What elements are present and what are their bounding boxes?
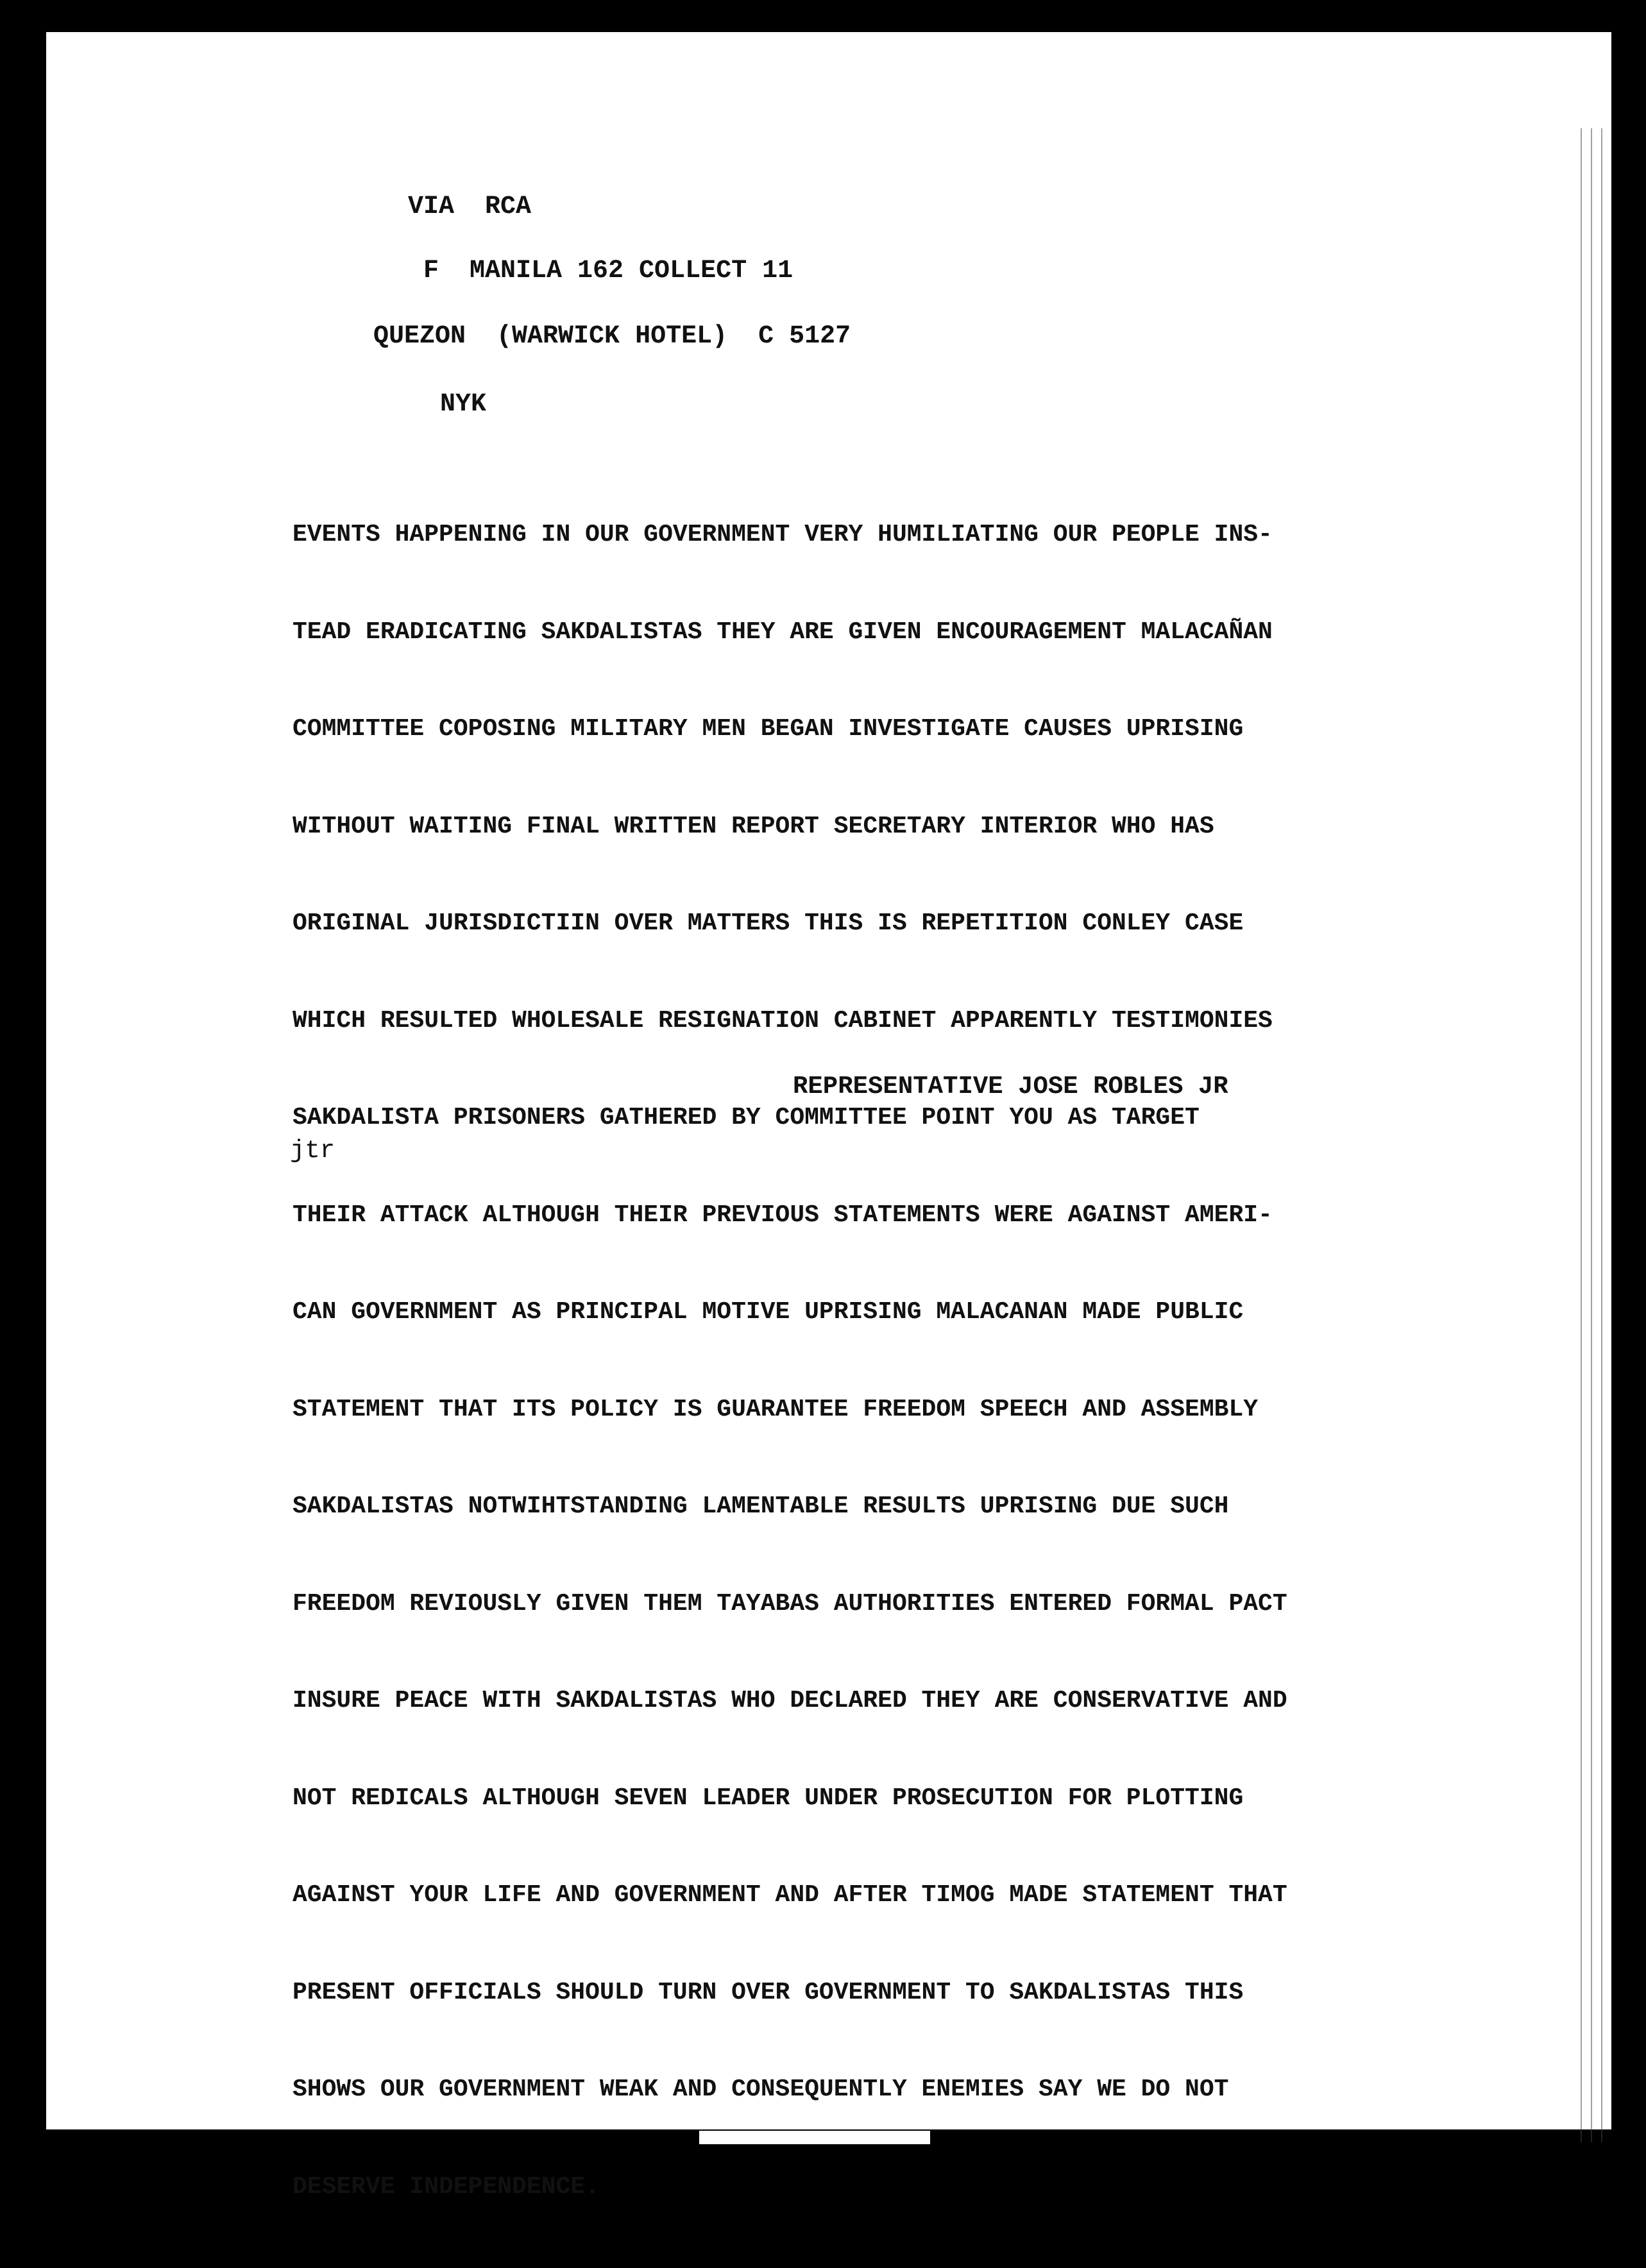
body-line: WITHOUT WAITING FINAL WRITTEN REPORT SECRETARY INTERIOR WHO HAS — [293, 812, 1214, 840]
telegram-body — [293, 454, 1421, 2268]
transmission-via: VIA RCA — [408, 192, 532, 221]
body-line: COMMITTEE COPOSING MILITARY MEN BEGAN INVESTIGATE CAUSES UPRISING — [293, 715, 1244, 743]
body-line: EVENTS HAPPENING IN OUR GOVERNMENT VERY HUMILIATING OUR PEOPLE INS- — [293, 521, 1273, 548]
body-line: STATEMENT THAT ITS POLICY IS GUARANTEE FREEDOM SPEECH AND ASSEMBLY — [293, 1395, 1259, 1423]
body-line: FREEDOM REVIOUSLY GIVEN THEM TAYABAS AUTHORITIES ENTERED FORMAL PACT — [293, 1589, 1287, 1618]
typist-initials: jtr — [290, 1137, 335, 1165]
body-line: NOT REDICALS ALTHOUGH SEVEN LEADER UNDER PROSECUTION FOR PLOTTING — [293, 1784, 1244, 1812]
body-line: AGAINST YOUR LIFE AND GOVERNMENT AND AFTER TIMOG MADE STATEMENT THAT — [293, 1881, 1287, 1909]
destination-city: NYK — [440, 390, 487, 419]
body-line: TEAD ERADICATING SAKDALISTAS THEY ARE GIVEN ENCOURAGEMENT MALACAÑAN — [293, 618, 1273, 646]
signature: REPRESENTATIVE JOSE ROBLES JR — [793, 1072, 1228, 1101]
body-line: SAKDALISTA PRISONERS GATHERED BY COMMITTEE POINT YOU AS TARGET — [293, 1104, 1200, 1131]
page-edge-line — [1601, 128, 1602, 2142]
page-edge-line — [1591, 128, 1592, 2142]
page-edge-line — [1581, 128, 1582, 2142]
routing-line: F MANILA 162 COLLECT 11 — [423, 257, 793, 285]
body-line: ORIGINAL JURISDICTIIN OVER MATTERS THIS IS REPETITION CONLEY CASE — [293, 910, 1244, 937]
body-line: THEIR ATTACK ALTHOUGH THEIR PREVIOUS STATEMENTS WERE AGAINST AMERI- — [293, 1201, 1273, 1229]
body-line: INSURE PEACE WITH SAKDALISTAS WHO DECLARED THEY ARE CONSERVATIVE AND — [293, 1687, 1287, 1714]
addressee-line: QUEZON (WARWICK HOTEL) C 5127 — [373, 322, 851, 351]
body-line: SHOWS OUR GOVERNMENT WEAK AND CONSEQUENTLY ENEMIES SAY WE DO NOT — [293, 2076, 1229, 2103]
body-line: PRESENT OFFICIALS SHOULD TURN OVER GOVERNMENT TO SAKDALISTAS THIS — [293, 1978, 1244, 2006]
body-line: WHICH RESULTED WHOLESALE RESIGNATION CABINET APPARENTLY TESTIMONIES — [293, 1006, 1273, 1035]
body-line: CAN GOVERNMENT AS PRINCIPAL MOTIVE UPRISING MALACANAN MADE PUBLIC — [293, 1298, 1244, 1326]
body-line: DESERVE INDEPENDENCE. — [293, 2172, 600, 2201]
body-line: SAKDALISTAS NOTWIHTSTANDING LAMENTABLE RESULTS UPRISING DUE SUCH — [293, 1493, 1229, 1520]
